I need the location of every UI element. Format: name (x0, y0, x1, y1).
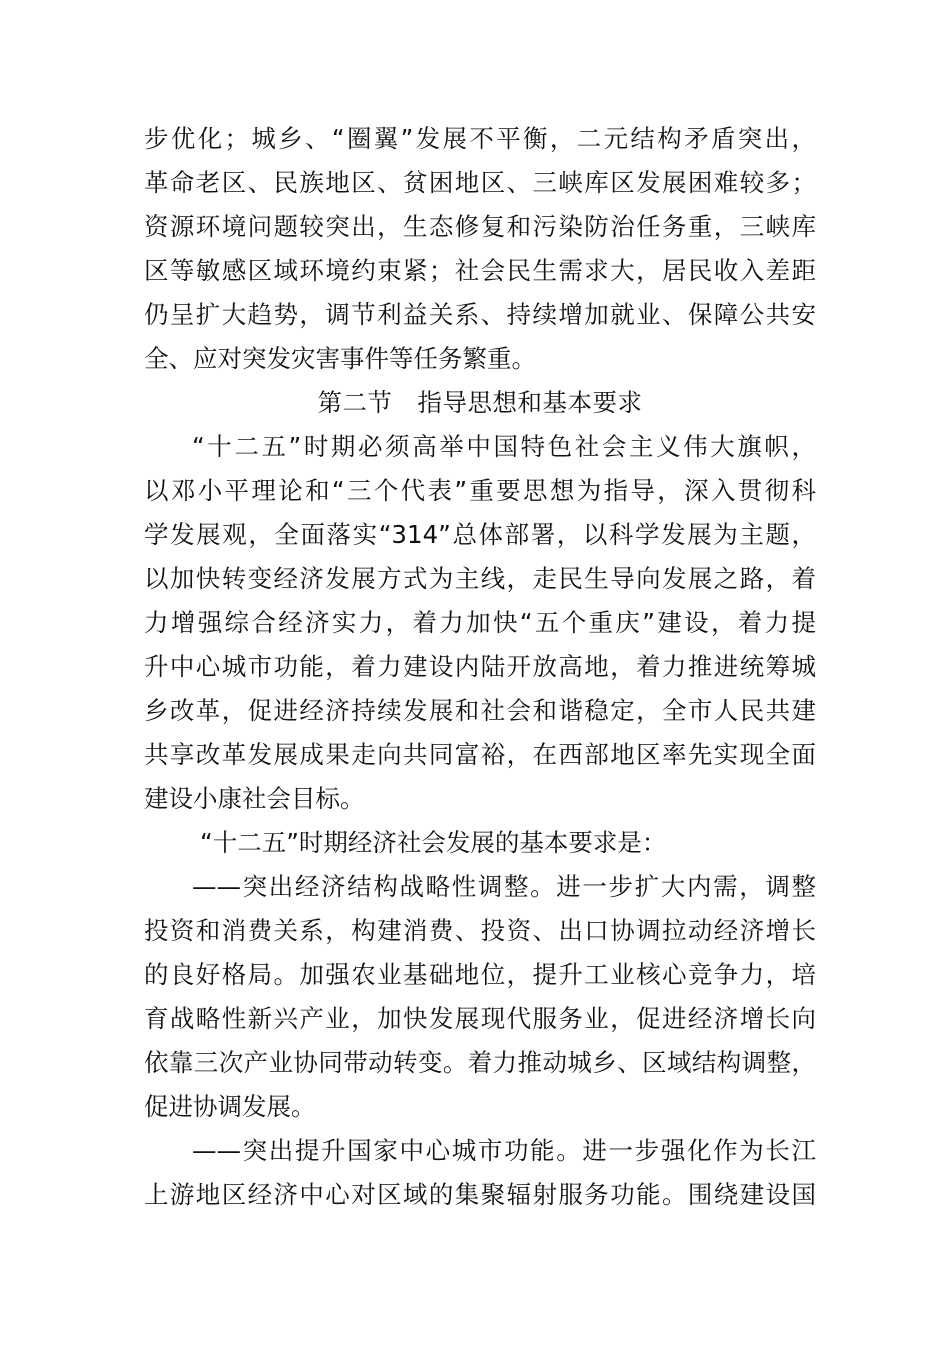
text-line: 育战略性新兴产业，加快发展现代服务业，促进经济增长向 (144, 1004, 816, 1033)
text-line: 乡改革，促进经济持续发展和社会和谐稳定，全市人民共建 (144, 696, 816, 725)
text-line: 资源环境问题较突出，生态修复和污染防治任务重，三峡库 (144, 212, 816, 241)
body-text (144, 117, 816, 1217)
text-line: 升中心城市功能，着力建设内陆开放高地，着力推进统筹城 (144, 652, 816, 681)
text-line: ——突出经济结构战略性调整。进一步扩大内需，调整 (192, 872, 816, 901)
text-line: 力增强综合经济实力，着力加快“五个重庆”建设，着力提 (144, 608, 816, 637)
text-line: 仍呈扩大趋势，调节利益关系、持续增加就业、保障公共安 (144, 300, 816, 329)
text-line: 步优化；城乡、“圈翼”发展不平衡，二元结构矛盾突出， (144, 124, 816, 153)
text-line: 上游地区经济中心对区域的集聚辐射服务功能。围绕建设国 (144, 1180, 816, 1209)
text-line: 建设小康社会目标。 (144, 784, 365, 813)
text-line: 投资和消费关系，构建消费、投资、出口协调拉动经济增长 (144, 916, 816, 945)
text-line: “十二五”时期经济社会发展的基本要求是： (200, 828, 667, 857)
text-line: 区等敏感区域环境约束紧；社会民生需求大，居民收入差距 (144, 256, 816, 285)
text-line: ——突出提升国家中心城市功能。进一步强化作为长江 (192, 1136, 816, 1165)
text-line: 学发展观，全面落实“314”总体部署，以科学发展为主题， (144, 520, 816, 549)
text-line: 以邓小平理论和“三个代表”重要思想为指导，深入贯彻科 (144, 476, 816, 505)
text-line: 的良好格局。加强农业基础地位，提升工业核心竞争力，培 (144, 960, 816, 989)
text-line: 全、应对突发灾害事件等任务繁重。 (144, 344, 536, 373)
text-line: 共享改革发展成果走向共同富裕，在西部地区率先实现全面 (144, 740, 816, 769)
text-line: 以加快转变经济发展方式为主线，走民生导向发展之路，着 (144, 564, 816, 593)
section-heading: 第二节 指导思想和基本要求 (317, 388, 643, 417)
text-line: 依靠三次产业协同带动转变。着力推动城乡、区域结构调整， (144, 1048, 816, 1077)
text-line: 促进协调发展。 (144, 1092, 316, 1121)
text-line: “十二五”时期必须高举中国特色社会主义伟大旗帜， (192, 432, 816, 461)
text-line: 革命老区、民族地区、贫困地区、三峡库区发展困难较多； (144, 168, 816, 197)
